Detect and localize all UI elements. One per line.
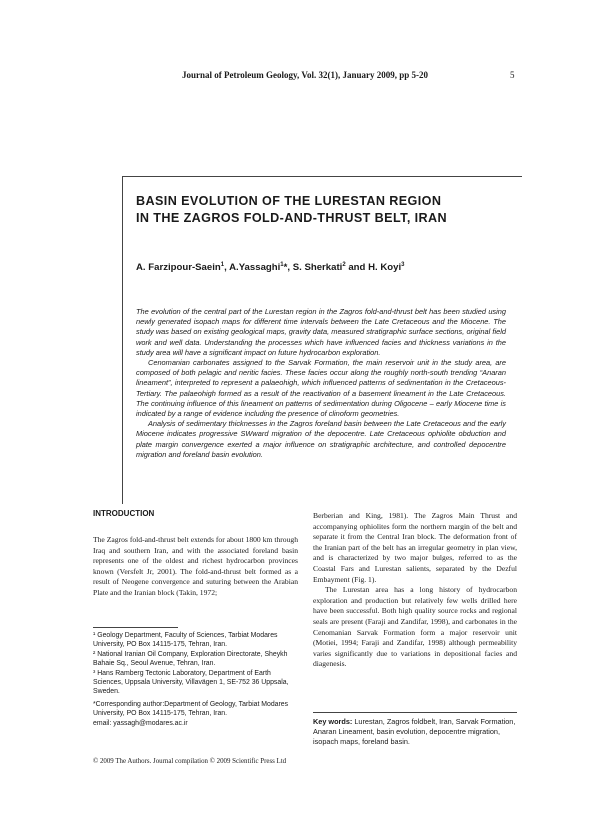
page-number: 5 [510,70,515,80]
author-conjunction: and [348,262,366,274]
body-paragraph: Berberian and King, 1981). The Zagros Main Thrust and accompanying ophiolites form the northern margin of the belt and separate it from the Central Iran block. The deformation front of the Iranian part of the belt has an irregular geometry in plan view, and is characterized by two major bulges, referred to as the Coastal Fars and Lurestan salients, separated by the Dezful Embayment (Fig. 1). [313,511,517,584]
keywords-list: Lurestan, Zagros foldbelt, Iran, Sarvak Formation, Anaran Lineament, basin evolution, depocentre migration, isopach maps, foreland basin. [313,717,516,746]
footnote-rule [93,627,178,628]
author-3: S. Sherkati [292,262,343,274]
article-title [136,193,506,227]
author-4: H. Koyi [368,262,402,274]
author-1-affiliation: 1 [220,262,225,268]
corresponding-email: email: yassagh@modares.ac.ir [93,719,188,727]
affiliation-1: ¹ Geology Department, Faculty of Sciences, Tarbiat Modares University, PO Box 14115-175, Tehran, Iran. [93,632,278,649]
right-column-body [313,511,517,670]
abstract-paragraph: Analysis of sedimentary thicknesses in the Zagros foreland basin between the Late Cretaceous and the early Miocene indicates progressive SWward migration of the depocentre. Late Cretaceous ophiolite obduction and plate margin convergence exerted a major influence on stratigraphic architecture, and controlled depocentre migration and foreland basin evolution. [136,419,506,459]
corresponding-label: *Corresponding author: [93,701,165,708]
introduction-paragraph: The Zagros fold-and-thrust belt extends for about 1800 km through Iraq and southern Iran, and with the associated foreland basin represents one of the oldest and richest hydrocarbon provinces known (Versfelt Jr, 2001). The fold-and-thrust belt formed as a result of Neogene convergence and suturing between the Arabian Plate and the Iranian block (Takin, 1972; [93,535,298,597]
corresponding-author-footnote [93,700,298,728]
author-4-affiliation: 3 [401,262,405,268]
author-list: A. Farzipour-Saein$^1$, A.Yassaghi$^1$*, S. Sherkati$^2$ and H. Koyi$^3$ [136,262,405,274]
keywords [313,717,517,747]
author-2-affiliation: 1 [280,262,284,268]
corresponding-address: Department of Geology, Tarbiat Modares University, PO Box 14115-175, Tehran, Iran. [93,701,289,718]
copyright-line: © 2009 The Authors. Journal compilation © 2009 Scientific Press Ltd [93,758,287,765]
title-frame-top-rule [122,176,522,177]
running-header: Journal of Petroleum Geology, Vol. 32(1), January 2009, pp 5-20 [181,70,429,80]
keywords-label: Key words: [313,717,353,726]
abstract-paragraph: Cenomanian carbonates assigned to the Sarvak Formation, the main reservoir unit in the study area, are composed of both pelagic and neritic facies. These facies occur along the roughly north-south trending “Anaran lineament”, interpreted to represent a palaeohigh, which influenced patterns of sedimentation in the Cretaceous-Tertiary. The palaeohigh formed as a result of the reactivation of a basement lineament in the Late Cretaceous. The continuing influence of this lineament on patterns of sedimentation during Oligocene – early Miocene time is indicated by a range of evidence including the presence of clinoform geometries. [136,358,506,419]
affiliation-footnotes [93,631,298,697]
title-line-1: BASIN EVOLUTION OF THE LURESTAN REGION [136,194,442,208]
affiliation-2: ² National Iranian Oil Company, Exploration Directorate, Sheykh Bahaie Sq., Seoul Avenue, Tehran, Iran. [93,650,288,668]
body-paragraph: The Lurestan area has a long history of hydrocarbon exploration and production but relatively few wells drilled here have been successful. Both high quality source rocks and regional seals are present (Faraji and Zandifar, 1998), and carbonates in the Cenomanian Sarvak Formation form a major reservoir unit (Motiei, 1994; Faraji and Zandifar, 1998) although permeability varies significantly due to variations in depositional facies and diagenesis. [313,585,517,669]
title-frame-left-rule [122,176,123,504]
author-1: A. Farzipour-Saein [136,262,221,274]
author-2: A.Yassaghi [229,262,281,274]
affiliation-3: ³ Hans Ramberg Tectonic Laboratory, Department of Earth Sciences, Uppsala University, Villavägen 1, SE-752 36 Uppsala, Sweden. [93,669,289,696]
abstract-paragraph: The evolution of the central part of the Lurestan region in the Zagros fold-and-thrust belt has been studied using newly generated isopach maps for different time intervals between the Late Cretaceous and the Miocene. The study was based on existing geological maps, gravity data, measured stratigraphic surface sections, original field work and well data. Understanding the processes which have influenced facies and thickness variations in the study area will have a significant impact on future hydrocarbon exploration. [136,307,506,357]
abstract [136,307,506,460]
title-line-2: IN THE ZAGROS FOLD-AND-THRUST BELT, IRAN [136,211,447,225]
introduction-heading: INTRODUCTION [93,509,155,518]
corresponding-author-star: * [283,262,288,274]
keywords-rule [313,712,517,713]
author-3-affiliation: 2 [342,262,346,268]
